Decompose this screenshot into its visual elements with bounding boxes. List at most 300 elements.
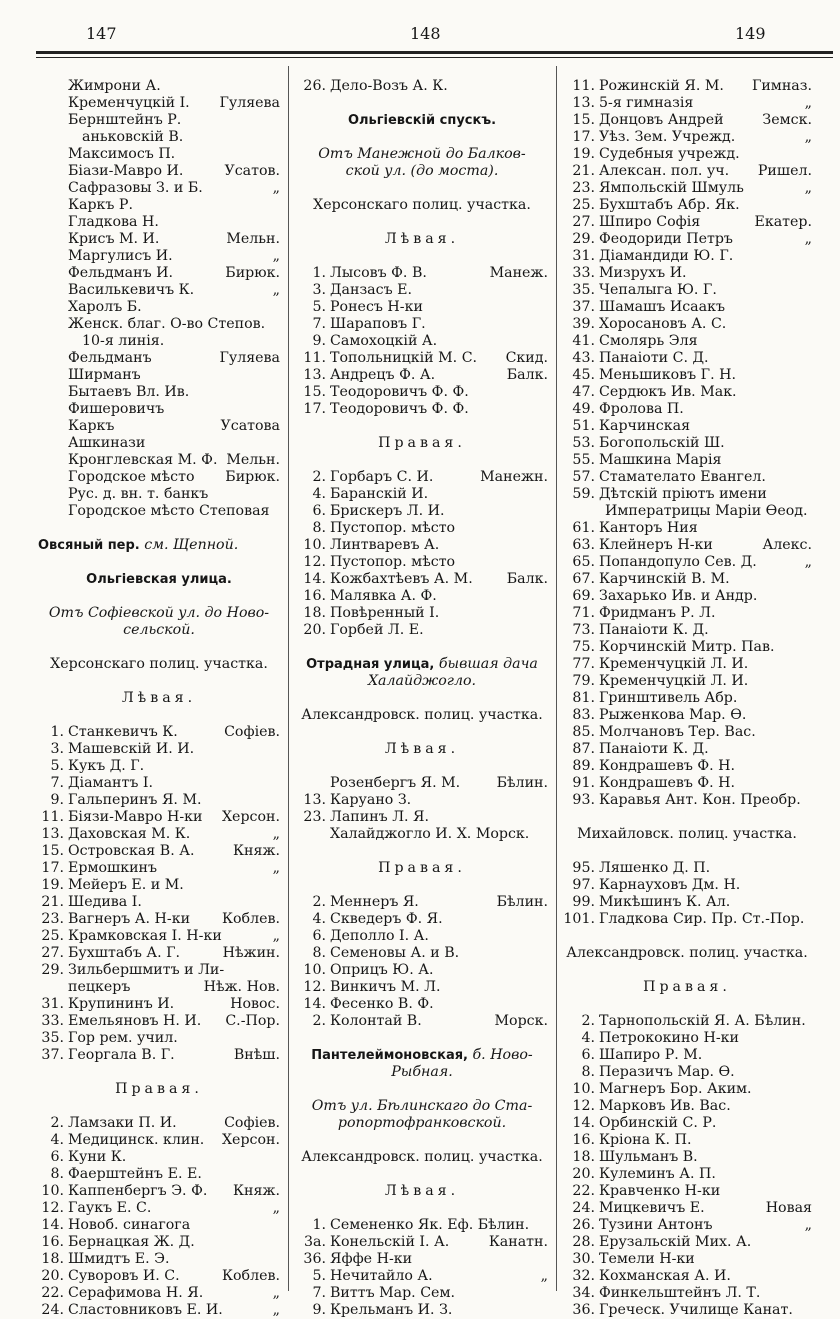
entry-name: Кременчуцкій І. (68, 95, 190, 111)
entry-district: Манеж. (489, 265, 548, 281)
entry-name: Судебныя учрежд. (599, 146, 740, 162)
directory-entry (296, 928, 548, 945)
blank-line (296, 843, 548, 860)
entry-district: „ (804, 554, 812, 570)
header-rule-thin (36, 57, 833, 58)
directory-entry (562, 639, 812, 656)
entry-name: Мейеръ Е. и М. (68, 877, 184, 893)
column-left (38, 78, 280, 1319)
house-number: 29. (572, 231, 595, 247)
entry-name: Греческ. Училище Канат. (599, 1302, 793, 1318)
house-number: 1. (312, 1217, 326, 1233)
directory-entry (562, 418, 812, 435)
blank-line (296, 1132, 548, 1149)
entry-name: Крисъ М. И. (68, 231, 160, 247)
entry-name: Женск. благ. О-во Степов. (68, 316, 266, 332)
entry-name: Панаіоти К. Д. (599, 622, 709, 638)
directory-entry (38, 1234, 280, 1251)
entry-name: Жимрони А. (68, 78, 161, 94)
entry-name: Богопольскій Ш. (599, 435, 725, 451)
entry-name: Шедива І. (68, 894, 142, 910)
blank-line (562, 809, 812, 826)
entry-district: Бирюк. (225, 469, 280, 485)
entry-name: Панаіоти С. Д. (599, 350, 709, 366)
entry-district: „ (272, 928, 280, 944)
house-number: 11. (303, 350, 326, 366)
entry-name: Кохманская А. И. (599, 1268, 731, 1284)
directory-entry (38, 418, 280, 435)
entry-name: Каруано З. (330, 792, 412, 808)
house-number: 10. (303, 962, 326, 978)
directory-entry (296, 486, 548, 503)
directory-entry (562, 112, 812, 129)
entry-name: Сафразовы З. и Б. (68, 180, 203, 196)
route-description: Рыбная. (391, 1064, 453, 1080)
house-number: 19. (572, 146, 595, 162)
directory-entry (38, 1166, 280, 1183)
police-district: Александровск. полиц. участка. (301, 1149, 543, 1165)
directory-entry (38, 112, 280, 129)
entry-district: Коблев. (222, 1268, 280, 1284)
house-number: 9. (50, 792, 64, 808)
blank-line (38, 639, 280, 656)
house-number: 36. (572, 1302, 595, 1318)
directory-entry (38, 1200, 280, 1217)
house-number: 13. (303, 792, 326, 808)
directory-entry (296, 316, 548, 333)
directory-entry (562, 537, 812, 554)
house-number: 22. (572, 1183, 595, 1199)
entry-name: Діамандиди Ю. Г. (599, 248, 734, 264)
entry-name: Ляшенко Д. П. (599, 860, 711, 876)
entry-name: Рожинскій Я. М. (599, 78, 724, 94)
directory-entry (562, 792, 812, 809)
house-number: 4. (312, 486, 326, 502)
house-number: 2. (581, 1013, 595, 1029)
house-number: 67. (572, 571, 595, 587)
entry-district: Софіев. (224, 1115, 280, 1131)
house-number: 41. (572, 333, 595, 349)
entry-district: „ (272, 180, 280, 196)
blank-line (562, 996, 812, 1013)
directory-entry (562, 248, 812, 265)
directory-entry (38, 503, 280, 520)
directory-entry (38, 146, 280, 163)
blank-line (296, 690, 548, 707)
entry-name: Меньшиковъ Г. Н. (599, 367, 736, 383)
house-number: 93. (572, 792, 595, 808)
blank-line (38, 1098, 280, 1115)
entry-name: Императрицы Маріи Ѳеод. (605, 503, 808, 519)
directory-entry (38, 962, 280, 979)
house-number: 35. (41, 1030, 64, 1046)
entry-name: Лысовъ Ф. В. (330, 265, 427, 281)
entry-district: Новос. (230, 996, 280, 1012)
entry-district: Ришел. (757, 163, 812, 179)
directory-entry (296, 469, 548, 486)
directory-entry (562, 911, 812, 928)
entry-district: Княж. (233, 843, 280, 859)
house-number: 3. (50, 741, 64, 757)
house-number: 5. (312, 299, 326, 315)
directory-entry (38, 248, 280, 265)
directory-entry (296, 571, 548, 588)
house-number: 8. (312, 945, 326, 961)
directory-entry (296, 1251, 548, 1268)
directory-entry (296, 333, 548, 350)
entry-name: Максимосъ П. (68, 146, 176, 162)
directory-entry (296, 299, 548, 316)
entry-district: Гуляева (219, 95, 280, 111)
entry-name: Карчинская (599, 418, 691, 434)
entry-name: Ронесъ Н-ки (330, 299, 423, 315)
entry-name: Кременчуцкій Л. И. (599, 656, 749, 672)
house-number: 13. (303, 367, 326, 383)
entry-name: Каркъ (68, 418, 115, 434)
street-heading (38, 571, 280, 588)
directory-entry (38, 180, 280, 197)
house-number: 15. (572, 112, 595, 128)
house-number: 4. (581, 1030, 595, 1046)
directory-entry (38, 95, 280, 112)
directory-entry (38, 78, 280, 95)
entry-district: Скид. (505, 350, 548, 366)
entry-district: Бѣлин. (496, 894, 548, 910)
entry-name: Гладкова Н. (68, 214, 159, 230)
directory-entry (38, 826, 280, 843)
house-number: 29. (41, 962, 64, 978)
entry-name: Деполло І. А. (330, 928, 429, 944)
directory-entry (296, 775, 548, 792)
entry-name: Суворовъ И. С. (68, 1268, 180, 1284)
entry-name: Кременчуцкій Л. И. (599, 673, 749, 689)
entry-district: Бѣлин. (496, 775, 548, 791)
entry-name: Шараповъ Г. (330, 316, 426, 332)
page-number-right: 149 (735, 24, 766, 43)
directory-entry (562, 1064, 812, 1081)
directory-entry (562, 1251, 812, 1268)
entry-name: Каркъ Р. (68, 197, 133, 213)
entry-name: Оприцъ Ю. А. (330, 962, 434, 978)
directory-entry (562, 163, 812, 180)
entry-name: Городское мѣсто (68, 469, 195, 485)
directory-entry (296, 265, 548, 282)
house-number: 55. (572, 452, 595, 468)
house-number: 8. (312, 520, 326, 536)
entry-name: Линтваревъ А. (330, 537, 440, 553)
entry-name: Колонтай В. (330, 1013, 422, 1029)
directory-entry (562, 78, 812, 95)
entry-name: Захарько Ив. и Андр. (599, 588, 758, 604)
directory-entry (38, 1030, 280, 1047)
house-number: 12. (303, 554, 326, 570)
entry-name: Даховская М. К. (68, 826, 191, 842)
house-number: 61. (572, 520, 595, 536)
blank-line (562, 843, 812, 860)
entry-name: Ширманъ (68, 367, 141, 383)
entry-name: Кронглевская М. Ф. (68, 452, 218, 468)
directory-entry (38, 333, 280, 350)
house-number: 34. (572, 1285, 595, 1301)
entry-name: Скведеръ Ф. Я. (330, 911, 443, 927)
house-number: 75. (572, 639, 595, 655)
entry-district: Земск. (762, 112, 812, 128)
entry-name: Смолярь Эля (599, 333, 698, 349)
entry-name: Горбей Л. Е. (330, 622, 424, 638)
entry-name: Гладкова Сир. Пр. Ст.-Пор. (599, 911, 805, 927)
directory-entry (562, 129, 812, 146)
directory-entry (562, 622, 812, 639)
entry-name: Тузини Антонъ (599, 1217, 713, 1233)
street-heading (296, 1047, 548, 1064)
entry-district: Новая (765, 1200, 812, 1216)
house-number: 20. (41, 1268, 64, 1284)
entry-name: Ермошкинъ (68, 860, 158, 876)
house-number: 26. (572, 1217, 595, 1233)
house-number: 3а. (304, 1234, 326, 1250)
entry-name: Перазичъ Мар. Ѳ. (599, 1064, 735, 1080)
house-number: 14. (572, 1115, 595, 1131)
house-number: 69. (572, 588, 595, 604)
directory-entry (296, 1013, 548, 1030)
directory-entry (562, 231, 812, 248)
directory-entry (562, 724, 812, 741)
directory-entry (562, 265, 812, 282)
house-number: 11. (572, 78, 595, 94)
directory-entry (562, 690, 812, 707)
blank-line (296, 758, 548, 775)
street-heading (38, 537, 280, 554)
entry-district: Гимназ. (751, 78, 812, 94)
blank-line (38, 588, 280, 605)
house-number: 9. (312, 333, 326, 349)
house-number: 37. (41, 1047, 64, 1063)
entry-district: Мельн. (226, 452, 280, 468)
directory-entry (296, 520, 548, 537)
house-number: 27. (41, 945, 64, 961)
entry-name: Рус. д. вн. т. банкъ (68, 486, 209, 502)
house-number: 49. (572, 401, 595, 417)
entry-name: Тарнопольскій Я. А. Бѣлин. (599, 1013, 806, 1029)
entry-name: Кріона К. П. (599, 1132, 692, 1148)
house-number: 2. (312, 469, 326, 485)
house-number: 15. (41, 843, 64, 859)
directory-entry (38, 894, 280, 911)
side-heading: Лѣвая. (384, 231, 460, 247)
entry-name: Орбинскій С. Р. (599, 1115, 717, 1131)
directory-entry (562, 741, 812, 758)
directory-entry (296, 588, 548, 605)
entry-name: Лапинъ Л. Я. (330, 809, 430, 825)
house-number: 2. (50, 1115, 64, 1131)
side-heading: Правая. (643, 979, 731, 995)
directory-entry (38, 1183, 280, 1200)
house-number: 5. (50, 758, 64, 774)
entry-name: Темели Н-ки (599, 1251, 695, 1267)
entry-district: Софіев. (224, 724, 280, 740)
entry-name: Марковъ Ив. Вас. (599, 1098, 731, 1114)
entry-name: Феодориди Петръ (599, 231, 733, 247)
entry-name: Повѣренный І. (330, 605, 440, 621)
house-number: 19. (41, 877, 64, 893)
entry-name: Бернацкая Ж. Д. (68, 1234, 195, 1250)
house-number: 12. (303, 979, 326, 995)
house-number: 97. (572, 877, 595, 893)
directory-entry (38, 197, 280, 214)
entry-name: Шамашъ Исаакъ (599, 299, 725, 315)
house-number: 25. (572, 197, 595, 213)
entry-district: „ (272, 1200, 280, 1216)
house-number: 45. (572, 367, 595, 383)
house-number: 23. (41, 911, 64, 927)
side-heading: Правая. (378, 435, 466, 451)
entry-name: Андрецъ Ф. А. (330, 367, 436, 383)
directory-entry (38, 1047, 280, 1064)
house-number: 57. (572, 469, 595, 485)
directory-entry (562, 1217, 812, 1234)
directory-entry (296, 945, 548, 962)
directory-entry (562, 503, 812, 520)
entry-name: Харолъ Б. (68, 299, 142, 315)
house-number: 28. (572, 1234, 595, 1250)
street-note: бывшая дача (434, 656, 538, 672)
entry-name: Каравья Ант. Кон. Преобр. (599, 792, 801, 808)
entry-name: Сластовниковъ Е. И. (68, 1302, 223, 1318)
directory-entry (562, 452, 812, 469)
directory-entry (38, 792, 280, 809)
house-number: 14. (303, 571, 326, 587)
directory-entry (296, 996, 548, 1013)
house-number: 7. (50, 775, 64, 791)
house-number: 9. (312, 1302, 326, 1318)
directory-entry (38, 435, 280, 452)
house-number: 33. (572, 265, 595, 281)
directory-entry (38, 758, 280, 775)
directory-entry (296, 826, 548, 843)
entry-name: Фролова П. (599, 401, 684, 417)
side-heading: Правая. (115, 1081, 203, 1097)
house-number: 31. (41, 996, 64, 1012)
directory-entry (38, 350, 280, 367)
police-district: Александровск. полиц. участка. (566, 945, 808, 961)
directory-entry (38, 299, 280, 316)
entry-name: Бухштабъ А. Г. (68, 945, 181, 961)
directory-entry (562, 486, 812, 503)
house-number: 10. (41, 1183, 64, 1199)
entry-name: Гаукъ Е. С. (68, 1200, 152, 1216)
blank-line (296, 724, 548, 741)
side-heading: Лѣвая. (384, 1183, 460, 1199)
entry-name: Данзасъ Е. (330, 282, 412, 298)
directory-entry (562, 95, 812, 112)
directory-entry (562, 656, 812, 673)
entry-name: Фесенко В. Ф. (330, 996, 434, 1012)
directory-entry (296, 911, 548, 928)
blank-line (38, 1064, 280, 1081)
directory-entry (38, 129, 280, 146)
column-divider-right (556, 66, 557, 1291)
directory-entry (38, 231, 280, 248)
house-number: 71. (572, 605, 595, 621)
entry-name: Корчинскій Митр. Пав. (599, 639, 775, 655)
entry-name: Мизрухъ И. (599, 265, 687, 281)
directory-entry (562, 469, 812, 486)
route-description: Халайджогло. (367, 673, 477, 689)
entry-name: Машкина Марія (599, 452, 722, 468)
police-district: Александровск. полиц. участка. (301, 707, 543, 723)
house-number: 8. (50, 1166, 64, 1182)
page-number-center: 148 (410, 24, 441, 43)
entry-name: Ерузальскій Мих. А. (599, 1234, 752, 1250)
entry-district: „ (272, 1285, 280, 1301)
entry-name: Бернштейнъ Р. (68, 112, 182, 128)
directory-entry (296, 792, 548, 809)
house-number: 53. (572, 435, 595, 451)
house-number: 24. (41, 1302, 64, 1318)
house-number: 2. (312, 894, 326, 910)
house-number: 25. (41, 928, 64, 944)
entry-district: Балк. (506, 571, 548, 587)
blank-line (296, 248, 548, 265)
entry-district: „ (272, 826, 280, 842)
house-number: 12. (572, 1098, 595, 1114)
house-number: 7. (312, 316, 326, 332)
entry-name: Финкельштейнъ Л. Т. (599, 1285, 761, 1301)
directory-entry (562, 333, 812, 350)
entry-district: „ (804, 180, 812, 196)
house-number: 20. (572, 1166, 595, 1182)
entry-name: Топольницкій М. С. (330, 350, 478, 366)
house-number: 17. (41, 860, 64, 876)
directory-entry (296, 367, 548, 384)
blank-line (296, 452, 548, 469)
directory-entry (38, 214, 280, 231)
house-number: 18. (303, 605, 326, 621)
house-number: 65. (572, 554, 595, 570)
house-number: 33. (41, 1013, 64, 1029)
house-number: 13. (41, 826, 64, 842)
entry-name: Ашкинази (68, 435, 146, 451)
blank-line (296, 877, 548, 894)
directory-entry (38, 911, 280, 928)
street-name: Ольгіевскій спускъ. (347, 113, 497, 128)
entry-district: Манежн. (480, 469, 548, 485)
entry-district: „ (804, 129, 812, 145)
entry-name: Кондрашевъ Ф. Н. (599, 775, 736, 791)
house-number: 95. (572, 860, 595, 876)
directory-entry (562, 1268, 812, 1285)
street-name: Отрадная улица, (306, 657, 435, 672)
entry-name: Фельдманъ И. (68, 265, 174, 281)
directory-entry (562, 571, 812, 588)
house-number: 11. (41, 809, 64, 825)
entry-name: аньковскій В. (82, 129, 184, 145)
directory-entry (38, 1132, 280, 1149)
house-number: 27. (572, 214, 595, 230)
house-number: 16. (41, 1234, 64, 1250)
entry-name: Фельдманъ (68, 350, 152, 366)
directory-entry (296, 1234, 548, 1251)
house-number: 14. (303, 996, 326, 1012)
house-number: 32. (572, 1268, 595, 1284)
entry-name: Дѣтскій пріютъ имени (599, 486, 767, 502)
directory-entry (562, 1200, 812, 1217)
house-number: 26. (303, 78, 326, 94)
entry-name: Станкевичъ К. (68, 724, 178, 740)
entry-district: „ (804, 231, 812, 247)
entry-district: Херсон. (221, 809, 280, 825)
entry-name: Карнауховъ Дм. Н. (599, 877, 741, 893)
